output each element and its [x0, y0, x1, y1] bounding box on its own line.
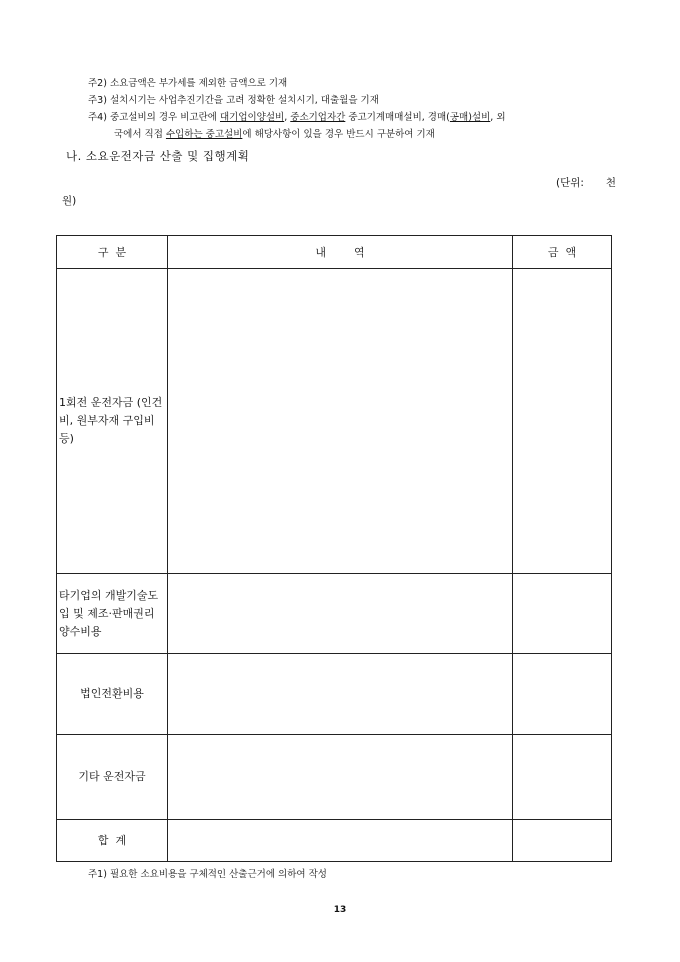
row-label-total: 합 계	[57, 820, 168, 862]
header-amount: 금 액	[513, 236, 612, 269]
table-row	[57, 269, 612, 574]
note-2-text: 소요금액은 부가세를 제외한 금액으로 기재	[109, 78, 288, 89]
row-label-corporate-conversion: 법인전환비용	[57, 654, 168, 735]
note-4-underlined-4: 수입하는 중고설비	[165, 129, 243, 140]
unit-won: 원)	[62, 195, 77, 207]
note-3	[88, 94, 379, 108]
table-row	[57, 574, 612, 654]
note-2-prefix: 주2)	[88, 78, 110, 89]
note-4-text: , 외	[490, 112, 506, 123]
table-row	[57, 735, 612, 820]
note-4-text: 국에서 직접	[114, 129, 166, 140]
amount-cell[interactable]	[513, 654, 612, 735]
note-3-text: 설치시기는 사업추진기간을 고려 정확한 설치시기, 대출월을 기재	[109, 95, 379, 106]
note-4-line-2	[114, 128, 435, 142]
note-4-underlined-3: 공매)설비	[449, 112, 491, 123]
page-number: 13	[333, 905, 347, 915]
note-4-text: 중고기계매매설비, 경매(	[345, 112, 450, 123]
row-label-other-capital: 기타 운전자금	[57, 735, 168, 820]
table-row	[57, 654, 612, 735]
details-cell[interactable]	[168, 735, 513, 820]
table-row-total	[57, 820, 612, 862]
header-details: 내 역	[168, 236, 513, 269]
note-4-underlined-2: 중소기업자간	[290, 112, 346, 123]
note-4-underlined-1: 대기업이양설비	[219, 112, 285, 123]
section-heading: 나. 소요운전자금 산출 및 집행계획	[66, 149, 250, 163]
note-4-line-1	[88, 111, 506, 125]
note-4-text: 에 해당사항이 있을 경우 반드시 구분하여 기재	[242, 129, 435, 140]
amount-cell[interactable]	[513, 574, 612, 654]
amount-cell[interactable]	[513, 820, 612, 862]
note-4-text: ,	[284, 112, 291, 123]
unit-label	[556, 175, 616, 190]
note-4-prefix: 주4)	[88, 112, 110, 123]
note-3-prefix: 주3)	[88, 95, 110, 106]
amount-cell[interactable]	[513, 269, 612, 574]
footnote: 주1) 필요한 소요비용을 구체적인 산출근거에 의하여 작성	[88, 869, 327, 880]
details-cell[interactable]	[168, 654, 513, 735]
row-label-tech-transfer: 타기업의 개발기술도입 및 제조·판매권리 양수비용	[57, 574, 168, 654]
header-category: 구 분	[57, 236, 168, 269]
details-cell[interactable]	[168, 820, 513, 862]
working-capital-table	[56, 235, 612, 862]
note-4-text: 중고설비의 경우 비고란에	[109, 112, 220, 123]
amount-cell[interactable]	[513, 735, 612, 820]
details-cell[interactable]	[168, 574, 513, 654]
unit-open: (단위:	[556, 177, 584, 189]
row-label-operating-capital: 1회전 운전자금 (인건비, 원부자재 구입비 등)	[57, 269, 168, 574]
table-header-row	[57, 236, 612, 269]
details-cell[interactable]	[168, 269, 513, 574]
unit-cheon: 천	[605, 177, 617, 189]
note-2	[88, 77, 287, 91]
